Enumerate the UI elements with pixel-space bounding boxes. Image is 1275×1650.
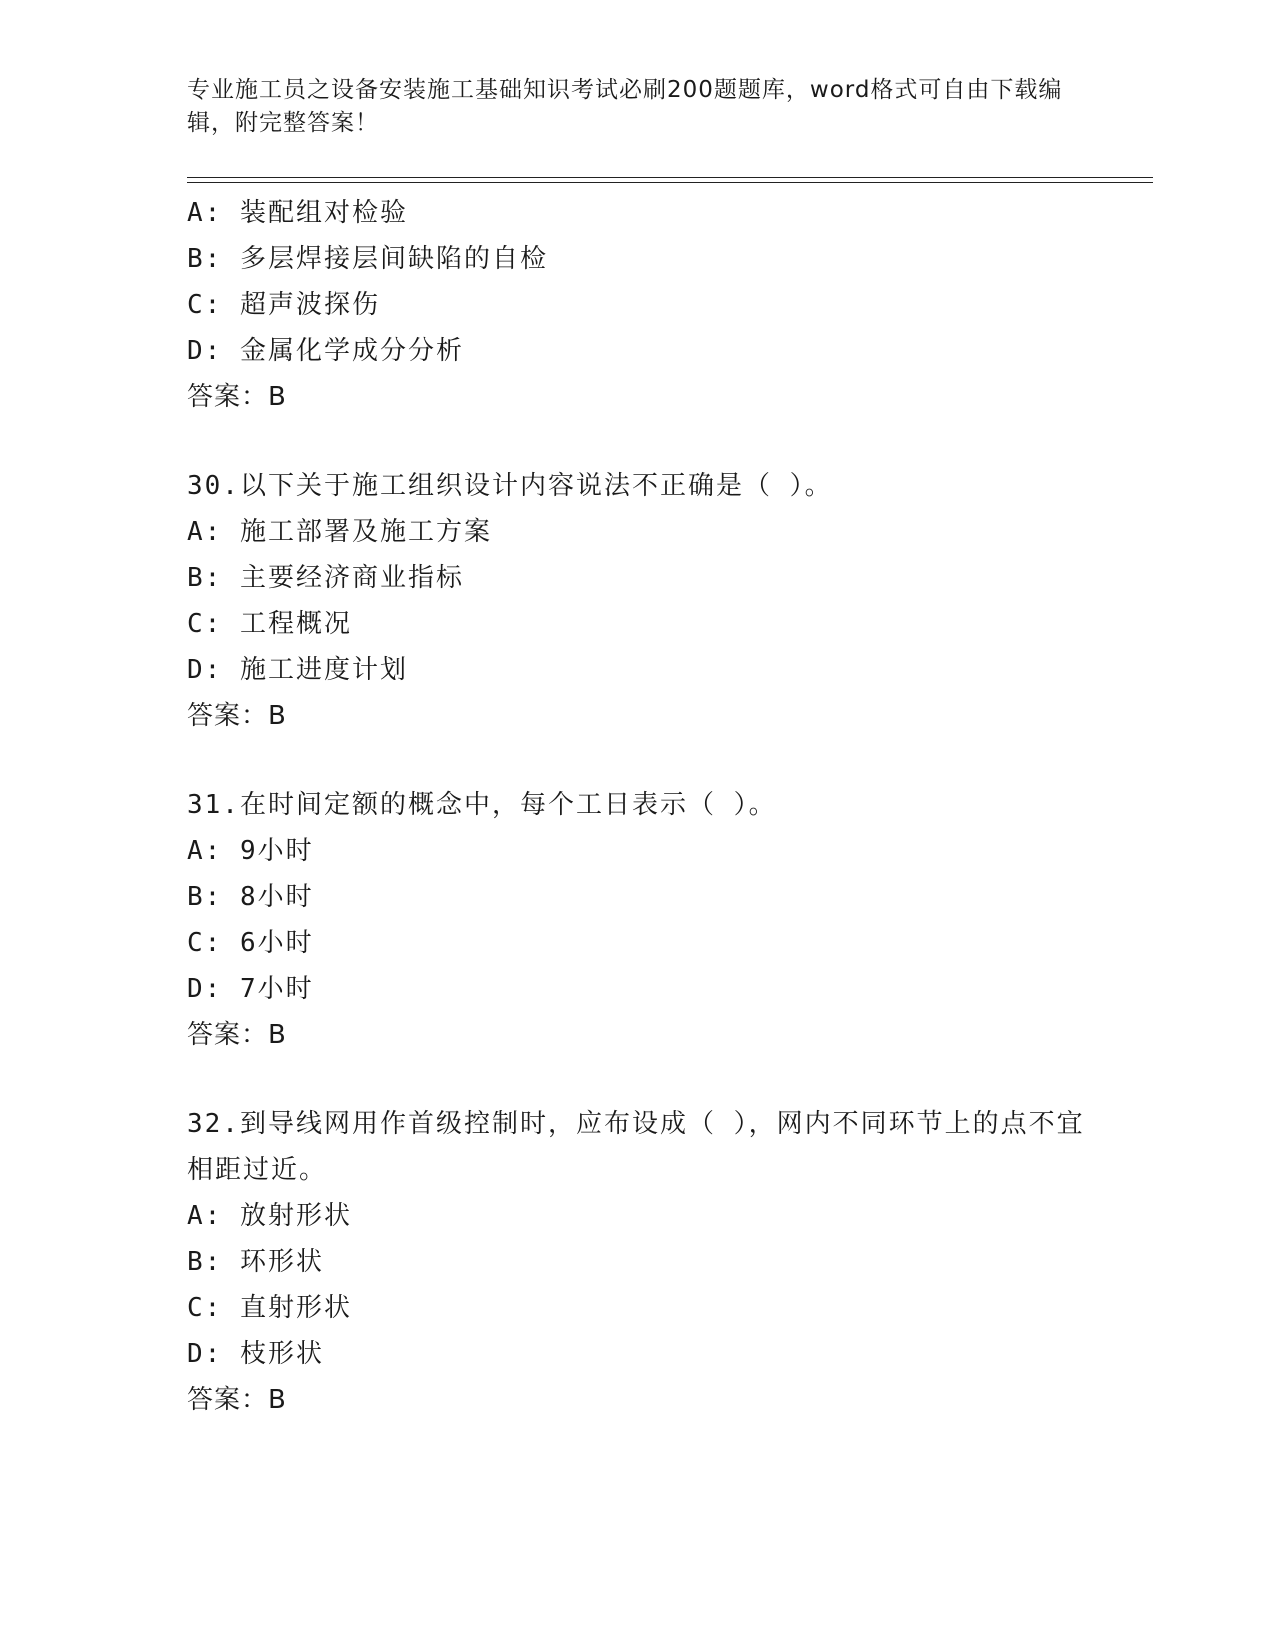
option-a: A: 施工部署及施工方案 (187, 517, 492, 547)
option-d: D: 7小时 (187, 974, 314, 1004)
question-block-32 (187, 1101, 1087, 1423)
question-block-30 (187, 463, 1087, 739)
document-header: 专业施工员之设备安装施工基础知识考试必刷200题题库，word格式可自由下载编辑，附完整答案！ (187, 77, 1063, 136)
option-c: C: 工程概况 (187, 609, 352, 639)
question-block-31 (187, 782, 1087, 1058)
answer-text: 答案：B (187, 382, 287, 412)
header-divider-bottom (187, 182, 1153, 183)
question-list (187, 190, 1087, 1423)
option-a: A: 9小时 (187, 836, 314, 866)
option-b: B: 多层焊接层间缺陷的自检 (187, 244, 548, 274)
question-block-29 (187, 190, 1087, 420)
option-b: B: 8小时 (187, 882, 314, 912)
answer-text: 答案：B (187, 701, 287, 731)
option-a: A: 放射形状 (187, 1201, 352, 1231)
option-b: B: 环形状 (187, 1247, 324, 1277)
option-d: D: 枝形状 (187, 1339, 324, 1369)
question-text: 31.在时间定额的概念中，每个工日表示（ ）。 (187, 790, 777, 820)
option-a: A: 装配组对检验 (187, 198, 408, 228)
option-c: C: 6小时 (187, 928, 314, 958)
question-text: 32.到导线网用作首级控制时，应布设成（ ），网内不同环节上的点不宜相距过近。 (187, 1109, 1085, 1185)
option-c: C: 超声波探伤 (187, 290, 380, 320)
option-d: D: 施工进度计划 (187, 655, 408, 685)
option-d: D: 金属化学成分分析 (187, 336, 464, 366)
answer-text: 答案：B (187, 1385, 287, 1415)
question-text: 30.以下关于施工组织设计内容说法不正确是（ ）。 (187, 471, 833, 501)
answer-text: 答案：B (187, 1020, 287, 1050)
option-c: C: 直射形状 (187, 1293, 352, 1323)
option-b: B: 主要经济商业指标 (187, 563, 464, 593)
header-divider-top (187, 177, 1153, 178)
